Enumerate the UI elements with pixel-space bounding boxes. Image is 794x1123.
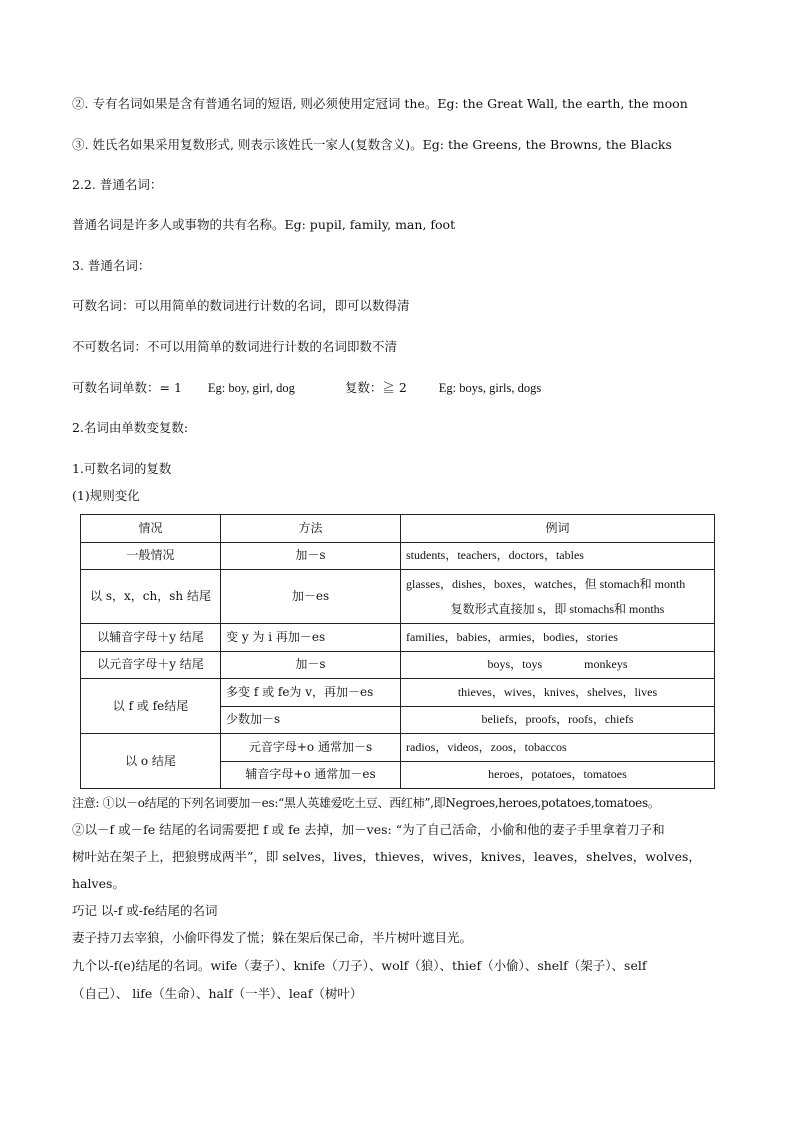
cell-case: 以辅音字母＋y 结尾: [81, 624, 221, 652]
table-row: [81, 734, 715, 762]
proper-noun-rule-3: ③. 姓氏名如果采用复数形式, 则表示该姓氏一家人(复数含义)。Eg: the Greens, the Browns, the Blacks: [72, 137, 672, 152]
cell-case: 以 o 结尾: [81, 734, 221, 789]
cell-method: 加－es: [221, 570, 401, 624]
cell-examples: thieves，wives，knives，shelves，lives: [401, 679, 715, 707]
mnemonic-rhyme: 妻子持刀去宰狼，小偷吓得发了慌；躲在架后保己命，半片树叶遮目光。: [72, 930, 473, 945]
cell-examples: radios，videos，zoos，tobaccos: [401, 734, 715, 762]
section-heading-common-noun: 2.2. 普通名词：: [72, 177, 163, 192]
mnemonic-heading: 巧记 以-f 或-fe结尾的名词: [72, 903, 218, 918]
cell-method: 少数加－s: [221, 706, 401, 734]
nine-f-nouns-line-1: 九个以-f(e)结尾的名词。wife（妻子）、knife（刀子）、wolf（狼）、thief（小偷）、shelf（架子）、self: [72, 958, 647, 973]
common-noun-definition: 普通名词是许多人或事物的共有名称。Eg: pupil, family, man, foot: [72, 217, 456, 232]
plural-examples: Eg: boys, girls, dogs: [438, 381, 542, 395]
proper-noun-rule-2: ②. 专有名词如果是含有普通名词的短语, 则必须使用定冠词 the。Eg: the Great Wall, the earth, the moon: [72, 96, 688, 111]
examples-line-2: 复数形式直接加 s，即 stomachs和 months: [450, 601, 665, 616]
countable-noun-definition: 可数名词：可以用简单的数词进行计数的名词，即可以数得清: [72, 298, 410, 313]
table-row: [81, 651, 715, 679]
section-heading-singular-to-plural: 2.名词由单数变复数:: [72, 420, 189, 435]
cell-method: 加－s: [221, 542, 401, 570]
plural-rules-table: [80, 514, 715, 789]
table-row: [81, 542, 715, 570]
cell-method: 多变 f 或 fe为 v，再加－es: [221, 679, 401, 707]
table-header-row: [81, 515, 715, 543]
table-row: [81, 679, 715, 707]
note-f-fe-ending: ②以－f 或－fe 结尾的名词需要把 f 或 fe 去掉，加－ves: “为了自己活命，小偷和他的妻子手里拿着刀子和: [72, 822, 665, 837]
cell-case: 以 s，x，ch，sh 结尾: [81, 570, 221, 624]
note-f-fe-examples: 树叶站在架子上，把狼劈成两半”，即 selves，lives，thieves，wives，knives，leaves，shelves，wolves，: [72, 849, 701, 864]
cell-case: 以 f 或 fe结尾: [81, 679, 221, 734]
section-heading-3: 3. 普通名词：: [72, 258, 151, 273]
singular-plural-line: [72, 380, 541, 396]
cell-case: 一般情况: [81, 542, 221, 570]
cell-method: 元音字母+o 通常加－s: [221, 734, 401, 762]
cell-examples: beliefs，proofs，roofs，chiefs: [401, 706, 715, 734]
cell-method: 加－s: [221, 651, 401, 679]
cell-case: 以元音字母＋y 结尾: [81, 651, 221, 679]
cell-examples: boys，toys monkeys: [401, 651, 715, 679]
cell-examples: [401, 570, 715, 624]
subheading-regular-change: (1)规则变化: [72, 488, 140, 503]
cell-examples: families，babies，armies，bodies，stories: [401, 624, 715, 652]
plural-label: 复数：≧ 2: [344, 380, 407, 395]
table-row: [81, 624, 715, 652]
header-method: 方法: [221, 515, 401, 543]
cell-examples: heroes，potatoes，tomatoes: [401, 761, 715, 789]
singular-examples: Eg: boy, girl, dog: [207, 381, 295, 395]
cell-method: 变 y 为 i 再加－es: [221, 624, 401, 652]
uncountable-noun-definition: 不可数名词：不可以用简单的数词进行计数的名词即数不清: [72, 339, 398, 354]
singular-label: 可数名词单数：= 1: [72, 380, 182, 395]
header-case: 情况: [81, 515, 221, 543]
examples-line-1: glasses，dishes，boxes，watches，但 stomach和 month: [406, 576, 686, 591]
cell-method: 辅音字母+o 通常加－es: [221, 761, 401, 789]
note-halves: halves。: [72, 876, 125, 891]
cell-examples: students，teachers，doctors，tables: [401, 542, 715, 570]
header-examples: 例词: [401, 515, 715, 543]
nine-f-nouns-line-2: （自己）、 life（生命）、half（一半）、leaf（树叶）: [72, 986, 363, 1001]
note-o-ending: 注意: ①以－o结尾的下列名词要加－es:“黑人英雄爱吃土豆、西红柿”,即Negroes,heroes,potatoes,tomatoes。: [72, 796, 660, 810]
table-row: [81, 570, 715, 624]
subheading-countable-plural: 1.可数名词的复数: [72, 461, 172, 476]
